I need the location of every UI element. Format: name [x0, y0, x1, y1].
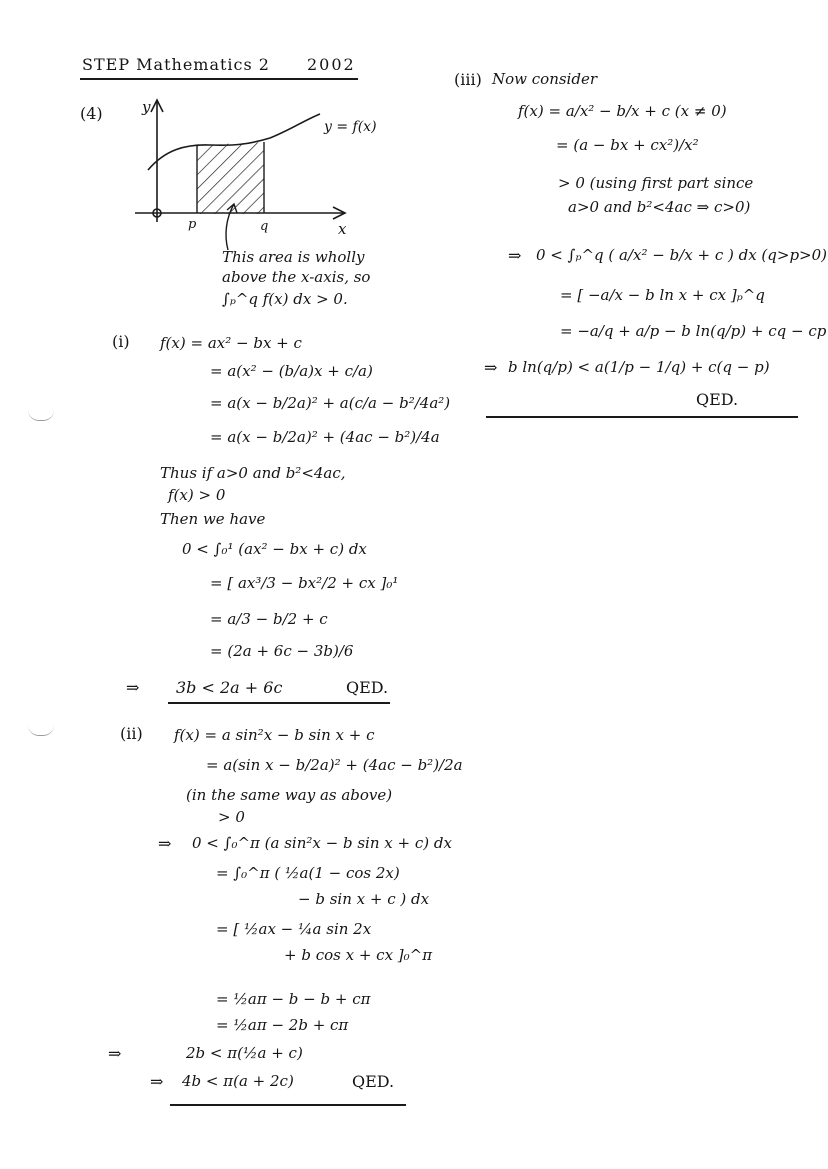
graph-note-line3: ∫ₚ^q f(x) dx > 0. — [222, 290, 348, 308]
part-ii-line: 0 < ∫₀^π (a sin²x − b sin x + c) dx — [192, 834, 452, 852]
implies-arrow: ⇒ — [158, 834, 172, 853]
part-ii-line: = ∫₀^π ( ½a(1 − cos 2x) — [216, 864, 400, 882]
part-i-line: = a(x − b/2a)² + a(c/a − b²/4a²) — [210, 394, 451, 412]
question-number: (4) — [80, 104, 103, 123]
curve-label: y = f(x) — [324, 119, 377, 135]
implies-arrow: ⇒ — [484, 358, 498, 377]
q-label: q — [260, 219, 269, 234]
y-axis-label: y — [142, 98, 151, 116]
part-iii-heading: Now consider — [492, 70, 597, 88]
part-iii-line: 0 < ∫ₚ^q ( a/x² − b/x + c ) dx (q>p>0) — [536, 246, 828, 264]
part-iii-line: = [ −a/x − b ln x + cx ]ₚ^q — [560, 286, 765, 304]
part-ii-line: f(x) = a sin²x − b sin x + c — [174, 726, 375, 744]
part-ii-line: = a(sin x − b/2a)² + (4ac − b²)/2a — [206, 756, 463, 774]
part-ii-line: 2b < π(½a + c) — [186, 1044, 303, 1062]
part-i-line: = a(x − b/2a)² + (4ac − b²)/4a — [210, 428, 440, 446]
part-ii-line: − b sin x + c ) dx — [298, 890, 430, 908]
part-i-line: f(x) = ax² − bx + c — [160, 334, 302, 352]
implies-arrow: ⇒ — [150, 1072, 164, 1091]
implies-arrow: ⇒ — [508, 246, 522, 265]
qed-mark: QED. — [352, 1072, 395, 1091]
part-i-label: (i) — [112, 332, 130, 351]
graph-note-line1: This area is wholly — [222, 248, 365, 266]
part-iii-line: > 0 (using first part since — [558, 174, 754, 192]
part-iii-line: = −a/q + a/p − b ln(q/p) + cq − cp — [560, 322, 827, 340]
x-axis-label: x — [338, 220, 347, 238]
part-i-line: Then we have — [160, 510, 266, 528]
exam-year: 2002 — [307, 55, 356, 74]
hole-punch-mark — [28, 410, 54, 421]
shaded-area — [197, 142, 264, 214]
part-i-conclusion: 3b < 2a + 6c — [176, 678, 283, 697]
hole-punch-mark — [28, 725, 54, 736]
part-i-underline — [168, 702, 390, 704]
p-label: p — [188, 217, 197, 232]
part-i-line: 0 < ∫₀¹ (ax² − bx + c) dx — [182, 540, 367, 558]
part-i-line: = a(x² − (b/a)x + c/a) — [210, 362, 373, 380]
part-ii-underline — [170, 1104, 406, 1106]
part-ii-line: 4b < π(a + 2c) — [182, 1072, 294, 1090]
part-i-line: = a/3 − b/2 + c — [210, 610, 328, 628]
part-i-line: = (2a + 6c − 3b)/6 — [210, 642, 354, 660]
part-iii-line: f(x) = a/x² − b/x + c (x ≠ 0) — [518, 102, 727, 120]
part-iii-underline — [486, 416, 798, 418]
implies-arrow: ⇒ — [108, 1044, 122, 1063]
graph-note-line2: above the x-axis, so — [222, 268, 371, 286]
part-iii-line: = (a − bx + cx²)/x² — [556, 136, 699, 154]
page-title: STEP Mathematics 2 — [82, 55, 270, 74]
part-i-line: Thus if a>0 and b²<4ac, — [160, 464, 346, 482]
title-underline — [80, 78, 358, 80]
part-iii-line: a>0 and b²<4ac ⇒ c>0) — [568, 198, 751, 216]
part-i-line: f(x) > 0 — [168, 486, 226, 504]
part-ii-line: = [ ½ax − ¼a sin 2x — [216, 920, 372, 938]
part-ii-line: (in the same way as above) — [186, 786, 393, 804]
part-i-line: = [ ax³/3 − bx²/2 + cx ]₀¹ — [210, 574, 399, 592]
implies-arrow: ⇒ — [126, 678, 140, 697]
part-iii-label: (iii) — [454, 70, 482, 89]
part-ii-line: + b cos x + cx ]₀^π — [284, 946, 433, 964]
part-ii-line: = ½aπ − b − b + cπ — [216, 990, 371, 1008]
part-iii-line: b ln(q/p) < a(1/p − 1/q) + c(q − p) — [508, 358, 770, 376]
part-ii-line: = ½aπ − 2b + cπ — [216, 1016, 349, 1034]
qed-mark: QED. — [346, 678, 389, 697]
qed-mark: QED. — [696, 390, 739, 409]
part-ii-label: (ii) — [120, 724, 143, 743]
part-ii-line: > 0 — [218, 808, 245, 826]
